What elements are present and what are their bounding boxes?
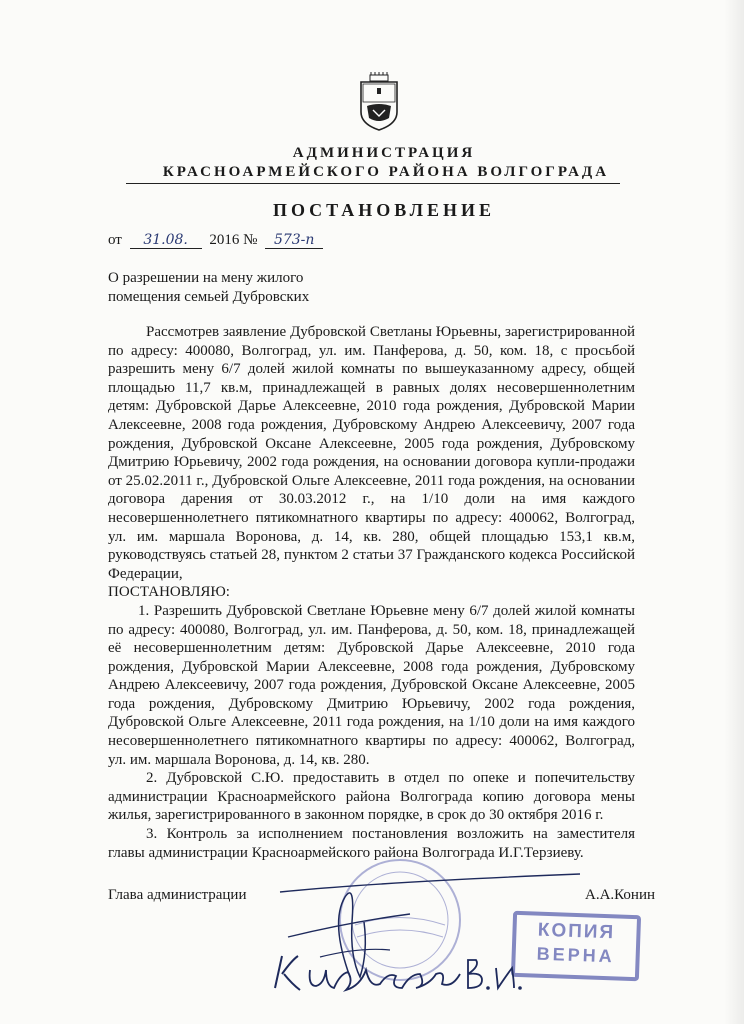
- date-number-line: [108, 232, 323, 249]
- subject-line1: О разрешении на мену жилого: [108, 270, 304, 286]
- decree-item-1: 1. Разрешить Дубровской Светлане Юрьевне мену 6/7 долей жилой комнаты по адресу: 400080, Волгоград, ул. им. Панферова, д. 50, ком. 18, принадлежащей её несовершеннолетним детям: Дубровской Дарье Алексеевне, 2010 года рождения, Дубровской Марии Алексеевне, 2008 года рождения, Дубровскому Андрею Алексеевичу, 2007 года рождения, Дубровской Оксане Алексеевне, 2005 года рождения, Дубровскому Дмитрию Юрьевичу, 2002 года рождения, Дубровской Ольге Алексеевне, 2011 года рождения, на 1/10 доли на имя каждого несовершеннолетнего пятикомнатного квартиры по адресу: 400062, Волгоград, ул. им. маршала Воронова, д. 14, кв. 280.: [108, 602, 635, 768]
- handwritten-date: 31.08.: [130, 232, 202, 249]
- year-and-number-label: 2016 №: [209, 232, 258, 248]
- signatory-title: Глава администрации: [108, 887, 247, 903]
- org-name-line1: АДМИНИСТРАЦИЯ: [292, 145, 476, 161]
- coat-of-arms-icon: [357, 72, 401, 132]
- document-type-title: ПОСТАНОВЛЕНИЕ: [272, 200, 496, 220]
- document-subject: [108, 269, 309, 307]
- copy-stamp-line1: КОПИЯ: [537, 919, 616, 944]
- handwritten-certifier-name: [270, 948, 540, 998]
- handwritten-number: 573-п: [265, 232, 323, 249]
- header-divider: [126, 183, 620, 184]
- signatory-name: А.А.Конин: [585, 887, 656, 903]
- copy-stamp-line2: ВЕРНА: [536, 943, 616, 967]
- decree-heading: ПОСТАНОВЛЯЮ:: [108, 584, 230, 601]
- document-body: [108, 323, 635, 862]
- preamble-paragraph: Рассмотрев заявление Дубровской Светланы Юрьевны, зарегистрированной по адресу: 400080, Волгоград, ул. им. Панферова, д. 50, ком. 18, с просьбой разрешить мену 6/7 долей жилой комнаты по вышеуказанному адресу, общей площадью 11,7 кв.м, принадлежащей в равных долях несовершеннолетним детям: Дубровской Дарье Алексеевне, 2010 года рождения, Дубровской Марии Алексеевне, 2008 года рождения, Дубровскому Андрею Алексеевичу, 2007 года рождения, Дубровской Оксане Алексеевне, 2005 года рождения, Дубровскому Дмитрию Юрьевичу, 2002 года рождения, на основании договора купли-продажи от 25.02.2011 г., Дубровской Ольге Алексеевне, 2011 года рождения, на основании договора дарения от 30.03.2012 г., на 1/10 доли на имя каждого несовершеннолетнего пятикомнатного квартиры по адресу: 400062, Волгоград, ул. им. маршала Воронова, д. 14, кв. 280, общей площадью 153,1 кв.м, руководствуясь статьей 28, пунктом 2 статьи 37 Гражданского кодекса Российской Федерации,: [108, 324, 635, 582]
- decree-item-2: 2. Дубровской С.Ю. предоставить в отдел по опеке и попечительству администрации Красноармейского района Волгограда копию договора мены жилья, зарегистрированного в законном порядке, в срок до 30 октября 2016 г.: [108, 770, 635, 824]
- subject-line2: помещения семьей Дубровских: [108, 289, 310, 305]
- org-name-line2: КРАСНОАРМЕЙСКОГО РАЙОНА ВОЛГОГРАДА: [162, 164, 610, 180]
- decree-item-3: 3. Контроль за исполнением постановления возложить на заместителя главы администрации Красноармейского района Волгограда И.Г.Терзиеву.: [108, 826, 635, 861]
- date-prefix: от: [108, 232, 122, 248]
